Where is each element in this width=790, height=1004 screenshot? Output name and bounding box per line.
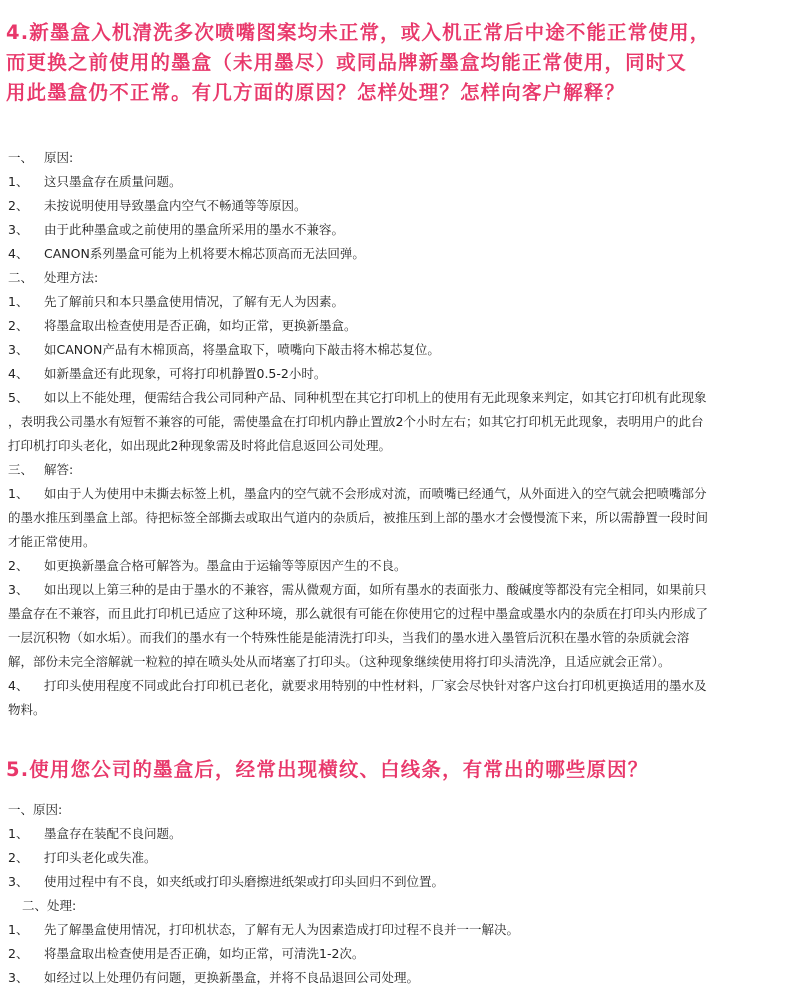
row-number: 1、 <box>8 294 29 309</box>
list-item-continuation <box>0 410 790 434</box>
list-item-continuation <box>0 626 790 650</box>
heading-row-causes <box>0 798 790 822</box>
row-number: 4、 <box>8 366 29 381</box>
row-text: 如CANON产品有木棉顶高，将墨盒取下，喷嘴向下敲击将木棉芯复位。 <box>44 342 440 357</box>
row-text: 一层沉积物（如水垢）。而我们的墨水有一个特殊性能是能清洗打印头，当我们的墨水进入墨管后沉积在墨水管的杂质就会溶 <box>8 630 690 645</box>
row-number: 3、 <box>8 970 29 985</box>
row-text: 如经过以上处理仍有问题，更换新墨盒，并将不良品退回公司处理。 <box>44 970 420 985</box>
list-item <box>0 362 790 386</box>
list-item <box>0 846 790 870</box>
row-text: 先了解前只和本只墨盒使用情况，了解有无人为因素。 <box>44 294 345 309</box>
heading-row-answers <box>0 458 790 482</box>
section-4-title-line: 而更换之前使用的墨盒（未用墨尽）或同品牌新墨盒均能正常使用，同时又 <box>6 51 688 74</box>
row-text: 解答: <box>44 462 74 477</box>
row-text: 未按说明使用导致墨盒内空气不畅通等等原因。 <box>44 198 307 213</box>
row-text: 原因: <box>44 150 74 165</box>
row-text: 将墨盒取出检查使用是否正确，如均正常，可清洗1-2次。 <box>44 946 365 961</box>
row-text: 如更换新墨盒合格可解答为。墨盒由于运输等等原因产生的不良。 <box>44 558 407 573</box>
row-text: 解，部份未完全溶解就一粒粒的掉在喷头处从而堵塞了打印头。（这种现象继续使用将打印头清洗净，且适应就会正常）。 <box>8 654 671 669</box>
row-number: 3、 <box>8 874 29 889</box>
row-text: 由于此种墨盒或之前使用的墨盒所采用的墨水不兼容。 <box>44 222 345 237</box>
list-item <box>0 170 790 194</box>
list-item <box>0 314 790 338</box>
list-item-continuation <box>0 602 790 626</box>
section-5-title-line: 5.使用您公司的墨盒后，经常出现横纹、白线条，有常出的哪些原因？ <box>6 758 649 781</box>
row-number: 4、 <box>8 678 29 693</box>
row-number: 二、 <box>8 270 34 285</box>
list-item <box>0 942 790 966</box>
row-text: 使用过程中有不良，如夹纸或打印头磨擦进纸架或打印头回归不到位置。 <box>44 874 445 889</box>
row-number: 1、 <box>8 486 29 501</box>
list-item <box>0 870 790 894</box>
row-number: 一、 <box>8 150 34 165</box>
list-item <box>0 338 790 362</box>
section-5-body <box>0 798 790 990</box>
list-item <box>0 966 790 990</box>
list-item-continuation <box>0 650 790 674</box>
row-text: 二、处理: <box>22 898 77 913</box>
list-item-continuation <box>0 530 790 554</box>
list-item-continuation <box>0 434 790 458</box>
row-text: 的墨水推压到墨盒上部。待把标签全部撕去或取出气道内的杂质后，被推压到上部的墨水才会慢慢流下来，所以需静置一段时间 <box>8 510 709 525</box>
row-number: 1、 <box>8 174 29 189</box>
row-number: 3、 <box>8 582 29 597</box>
list-item <box>0 482 790 506</box>
list-item <box>0 386 790 410</box>
list-item <box>0 290 790 314</box>
heading-row-handling <box>0 266 790 290</box>
heading-row-causes <box>0 146 790 170</box>
section-4-title-line: 4.新墨盒入机清洗多次喷嘴图案均未正常，或入机正常后中途不能正常使用， <box>6 21 711 44</box>
row-number: 2、 <box>8 946 29 961</box>
row-text: 物料。 <box>8 702 46 717</box>
list-item <box>0 554 790 578</box>
row-text: 处理方法: <box>44 270 99 285</box>
row-number: 2、 <box>8 318 29 333</box>
row-text: 打印头使用程度不同或此台打印机已老化，就要求用特别的中性材料，厂家会尽快针对客户这台打印机更换适用的墨水及 <box>44 678 707 693</box>
section-4-body <box>0 146 790 722</box>
list-item <box>0 674 790 698</box>
list-item-continuation <box>0 506 790 530</box>
row-number: 4、 <box>8 246 29 261</box>
row-text: 如出现以上第三种的是由于墨水的不兼容，需从微观方面，如所有墨水的表面张力、酸碱度等都没有完全相同，如果前只 <box>44 582 707 597</box>
heading-row-handling <box>0 894 790 918</box>
section-5-title <box>6 755 786 785</box>
row-number: 1、 <box>8 826 29 841</box>
row-number: 2、 <box>8 850 29 865</box>
row-text: 墨盒存在不兼容，而且此打印机已适应了这种环境，那么就很有可能在你使用它的过程中墨盒或墨水内的杂质在打印头内形成了 <box>8 606 709 621</box>
row-text: 先了解墨盒使用情况，打印机状态，了解有无人为因素造成打印过程不良并一一解决。 <box>44 922 520 937</box>
row-text: 打印机打印头老化，如出现此2种现象需及时将此信息返回公司处理。 <box>8 438 391 453</box>
row-text: 如新墨盒还有此现象，可将打印机静置0.5-2小时。 <box>44 366 327 381</box>
section-4-title-line: 用此墨盒仍不正常。有几方面的原因？怎样处理？怎样向客户解释？ <box>6 81 626 104</box>
row-text: CANON系列墨盒可能为上机将要木棉芯顶高而无法回弹。 <box>44 246 365 261</box>
row-text: 一、原因: <box>8 802 63 817</box>
row-number: 1、 <box>8 922 29 937</box>
row-text: 打印头老化或失准。 <box>44 850 157 865</box>
row-number: 3、 <box>8 222 29 237</box>
row-text: 如由于人为使用中未撕去标签上机，墨盒内的空气就不会形成对流，而喷嘴已经通气，从外面进入的空气就会把喷嘴部分 <box>44 486 707 501</box>
row-text: 如以上不能处理，便需结合我公司同种产品、同种机型在其它打印机上的使用有无此现象来判定，如其它打印机有此现象 <box>44 390 707 405</box>
row-text: 将墨盒取出检查使用是否正确，如均正常，更换新墨盒。 <box>44 318 357 333</box>
row-number: 2、 <box>8 198 29 213</box>
list-item <box>0 242 790 266</box>
list-item <box>0 578 790 602</box>
list-item <box>0 822 790 846</box>
row-text: 这只墨盒存在质量问题。 <box>44 174 182 189</box>
list-item <box>0 218 790 242</box>
row-text: 墨盒存在装配不良问题。 <box>44 826 182 841</box>
row-number: 5、 <box>8 390 29 405</box>
section-4-title <box>6 18 786 108</box>
row-number: 2、 <box>8 558 29 573</box>
row-text: ，表明我公司墨水有短暂不兼容的可能，需使墨盒在打印机内静止置放2个小时左右；如其它打印机无此现象，表明用户的此台 <box>8 414 704 429</box>
row-number: 三、 <box>8 462 34 477</box>
list-item <box>0 918 790 942</box>
list-item <box>0 194 790 218</box>
list-item-continuation <box>0 698 790 722</box>
row-number: 3、 <box>8 342 29 357</box>
row-text: 才能正常使用。 <box>8 534 96 549</box>
